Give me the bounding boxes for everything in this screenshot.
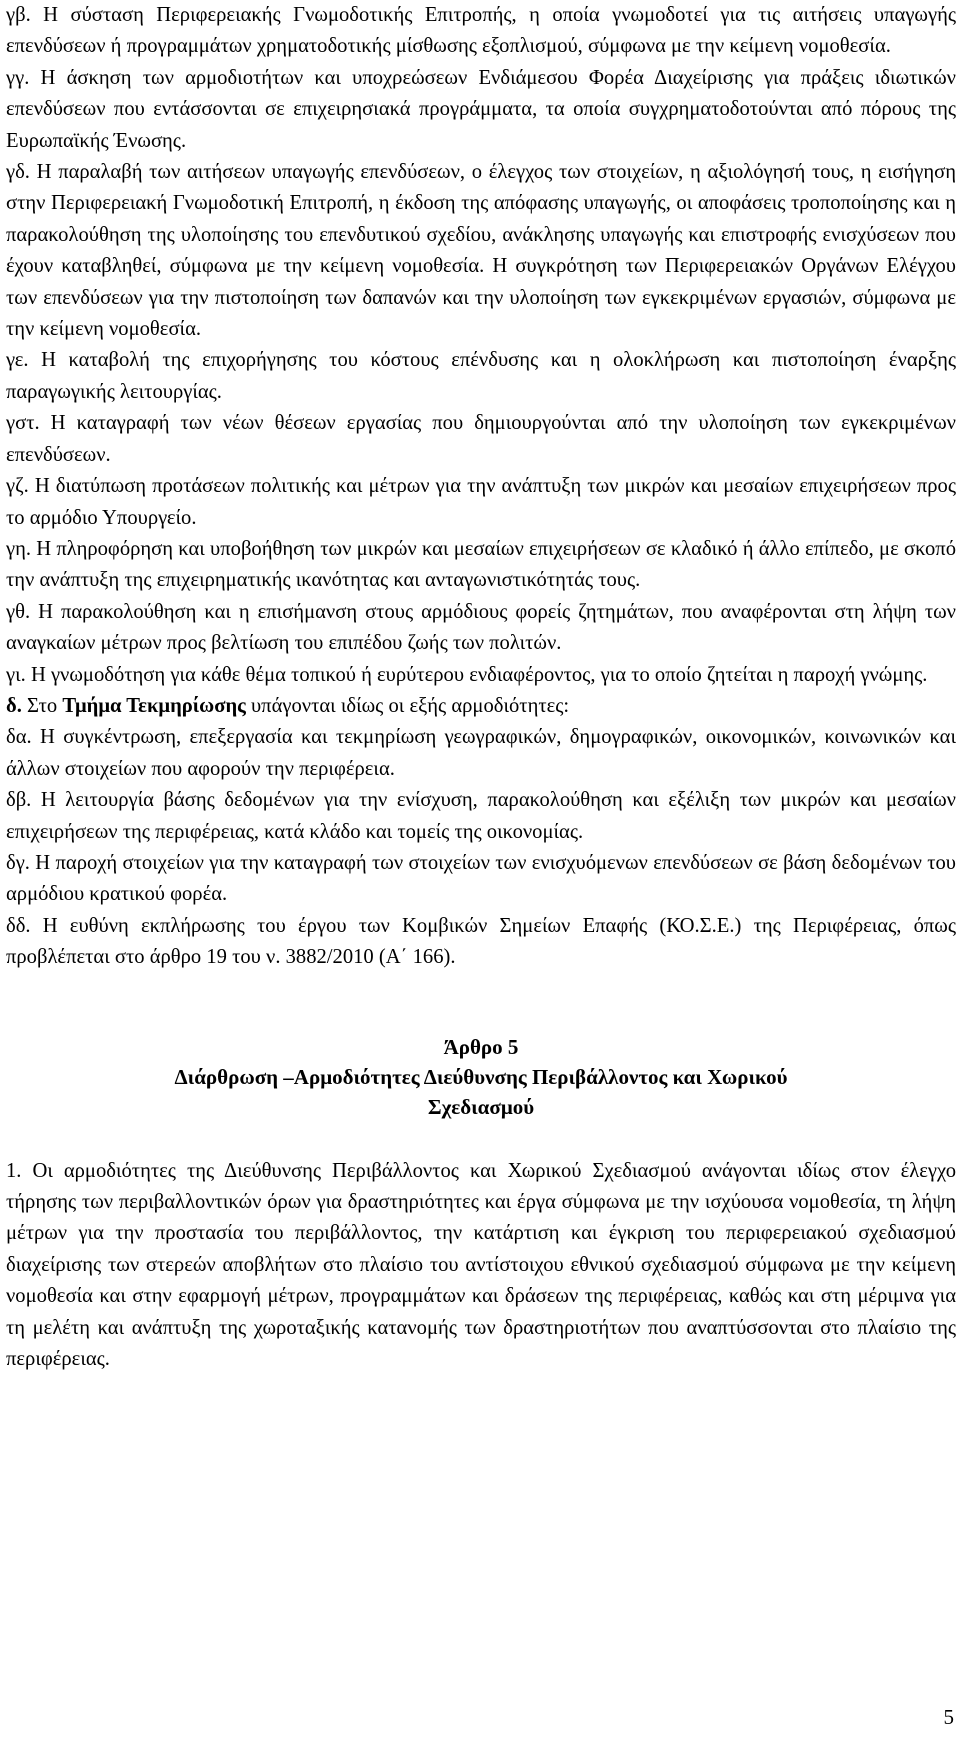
paragraph-dd: δδ. Η ευθύνη εκπλήρωσης του έργου των Κομβικών Σημείων Επαφής (ΚΟ.Σ.Ε.) της Περιφέρειας, όπως προβλέπεται στο άρθρο 19 του ν. 3882/2010 (Α΄ 166). — [6, 914, 956, 969]
article-title-line-1: Διάρθρωση –Αρμοδιότητες Διεύθυνσης Περιβάλλοντος και Χωρικού — [174, 1064, 788, 1089]
paragraph-gd: γδ. Η παραλαβή των αιτήσεων υπαγωγής επενδύσεων, ο έλεγχος των στοιχείων, η αξιολόγησή τους, η εισήγηση στην Περιφερειακή Γνωμοδοτική Επιτροπή, η έκδοση της απόφασης υπαγωγής, οι αποφάσεις τροποποίησης και η παρακολούθηση της υλοποίησης του επενδυτικού σχεδίου, ανάκλησης υπαγωγής και επιστροφής ενισχύσεων που έχουν καταβληθεί, σύμφωνα με την κείμενη νομοθεσία. Η συγκρότηση των Περιφερειακών Οργάνων Ελέγχου των επενδύσεων για την πιστοποίηση των δαπανών και την υλοποίηση των εγκεκριμένων εργασιών, σύμφωνα με την κείμενη νομοθεσία. — [6, 161, 956, 341]
paragraph-ge: γε. Η καταβολή της επιχορήγησης του κόστους επένδυσης και η ολοκλήρωση και πιστοποίηση έναρξης παραγωγικής λειτουργίας. — [6, 349, 956, 403]
paragraph-gh: γη. Η πληροφόρηση και υποβοήθηση των μικρών και μεσαίων επιχειρήσεων σε κλαδικό ή άλλο επίπεδο, με σκοπό την ανάπτυξη της επιχειρηματικής ικανότητας και ανταγωνιστικότητάς τους. — [6, 537, 956, 592]
document-page — [6, 0, 956, 1375]
page-number: 5 — [943, 1705, 954, 1729]
spacer — [6, 1122, 956, 1156]
section-d-department: Τμήμα Τεκμηρίωσης — [62, 694, 246, 717]
paragraph-dg: δγ. Η παροχή στοιχείων για την καταγραφή των στοιχείων των ενισχυόμενων επενδύσεων σε βάση δεδομένων του αρμόδιου κρατικού φορέα. — [6, 851, 956, 906]
article-paragraph-1: 1. Οι αρμοδιότητες της Διεύθυνσης Περιβάλλοντος και Χωρικού Σχεδιασμού ανάγονται ιδίως στον έλεγχο τήρησης των περιβαλλοντικών όρων για δραστηριότητες και έργα σύμφωνα με την ισχύουσα νομοθεσία, τη λήψη μέτρων για την προστασία του περιβάλλοντος, την κατάρτιση και έγκριση του περιφερειακού σχεδιασμού διαχείρισης των στερεών αποβλήτων στο πλαίσιο του αντίστοιχου εθνικού σχεδιασμού σύμφωνα με την κείμενη νομοθεσία και στην εφαρμογή μέτρων, προγραμμάτων και δράσεων της περιφέρειας, καθώς και στη μέριμνα για τη μελέτη και ανάπτυξη της χωροταξικής κατανομής των δραστηριοτήτων που αναπτύσσονται στο πλαίσιο της περιφέρειας. — [6, 1159, 956, 1371]
section-d-mid: Στο — [21, 694, 63, 717]
section-d-intro — [6, 691, 956, 722]
paragraph-gst: γστ. Η καταγραφή των νέων θέσεων εργασίας που δημιουργούνται από την υλοποίηση των εγκεκριμένων επενδύσεων. — [6, 412, 956, 466]
spacer — [6, 974, 956, 1032]
article-number: Άρθρο 5 — [443, 1034, 519, 1059]
section-d-prefix: δ. — [6, 694, 22, 717]
paragraph-gth: γθ. Η παρακολούθηση και η επισήμανση στους αρμόδιους φορείς ζητημάτων, που αναφέρονται στη λήψη των αναγκαίων μέτρων προς βελτίωση του επιπέδου ζωής των πολιτών. — [6, 600, 956, 655]
paragraph-gg: γγ. Η άσκηση των αρμοδιοτήτων και υποχρεώσεων Ενδιάμεσου Φορέα Διαχείρισης για πράξεις ιδιωτικών επενδύσεων που εντάσσονται σε επιχειρησιακά προγράμματα, τα οποία συγχρηματοδοτούνται από πόρους της Ευρωπαϊκής Ένωσης. — [6, 66, 956, 152]
paragraph-gz: γζ. Η διατύπωση προτάσεων πολιτικής και μέτρων για την ανάπτυξη των μικρών και μεσαίων επιχειρήσεων προς το αρμόδιο Υπουργείο. — [6, 475, 956, 529]
paragraph-da: δα. Η συγκέντρωση, επεξεργασία και τεκμηρίωση γεωγραφικών, δημογραφικών, οικονομικών, κοινωνικών και άλλων στοιχείων που αφορούν την περιφέρεια. — [6, 726, 956, 780]
section-d-rest: υπάγονται ιδίως οι εξής αρμοδιότητες: — [245, 694, 570, 717]
paragraph-gb: γβ. Η σύσταση Περιφερειακής Γνωμοδοτικής Επιτροπής, η οποία γνωμοδοτεί για τις αιτήσεις υπαγωγής επενδύσεων ή προγραμμάτων χρηματοδοτικής μίσθωσης εξοπλισμού, σύμφωνα με την κείμενη νομοθεσία. — [6, 4, 956, 58]
paragraph-gi: γι. Η γνωμοδότηση για κάθε θέμα τοπικού ή ευρύτερου ενδιαφέροντος, για το οποίο ζητείται η παροχή γνώμης. — [6, 663, 928, 686]
paragraph-db: δβ. Η λειτουργία βάσης δεδομένων για την ενίσχυση, παρακολούθηση και εξέλιξη των μικρών και μεσαίων επιχειρήσεων της περιφέρειας, κατά κλάδο και τομείς της οικονομίας. — [6, 789, 956, 843]
article-title-line-2: Σχεδιασμού — [427, 1094, 535, 1119]
